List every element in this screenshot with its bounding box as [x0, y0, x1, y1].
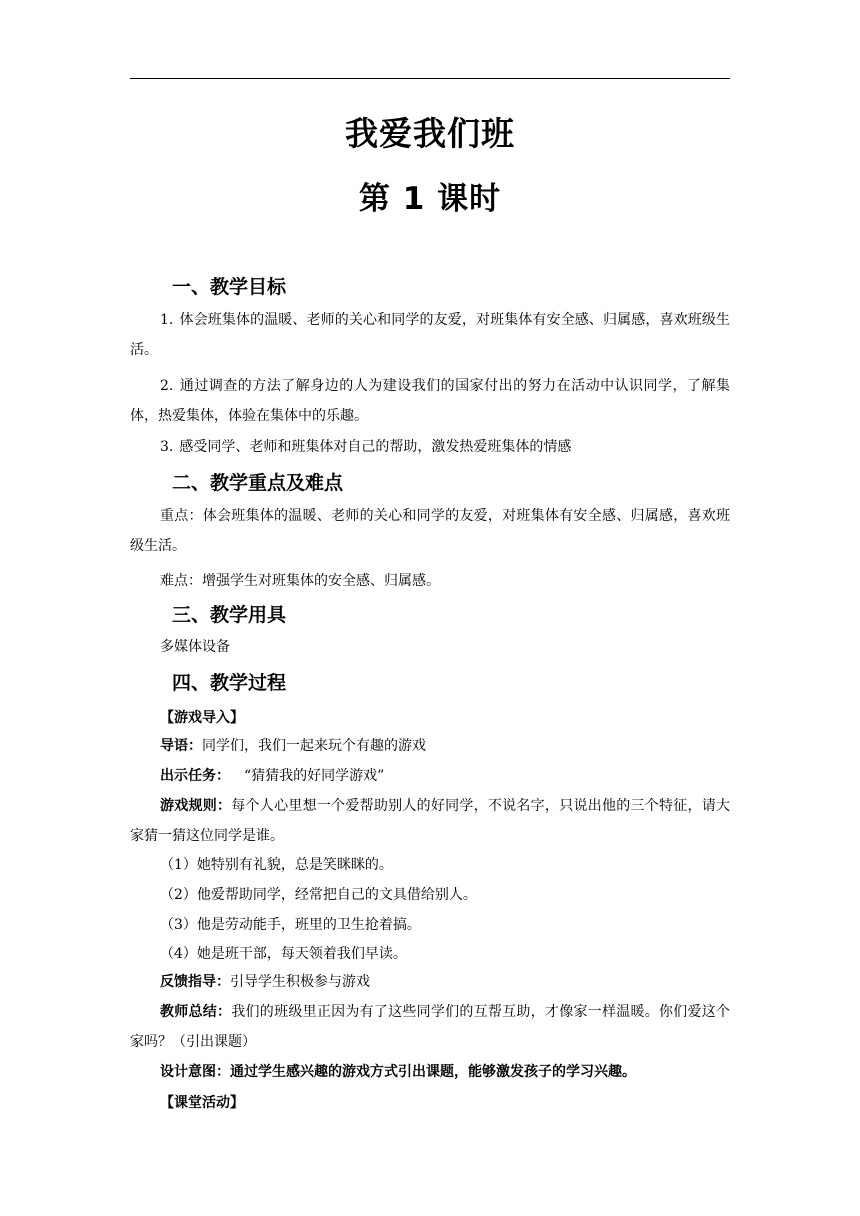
- summary-paragraph: [130, 997, 730, 1057]
- rules-paragraph: [130, 791, 730, 851]
- feedback-text: 引导学生积极参与游戏: [230, 974, 370, 990]
- guide-line: [130, 731, 730, 761]
- list-item: （4）她是班干部，每天领着我们早读。: [160, 946, 407, 962]
- objective-item: [130, 432, 730, 462]
- design-intent: 设计意图：通过学生感兴趣的游戏方式引出课题，能够激发孩子的学习兴趣。: [160, 1064, 636, 1080]
- feedback-line: [130, 967, 730, 997]
- lesson-subtitle: 第 1 课时: [358, 181, 502, 217]
- feedback-label: 反馈指导：: [160, 974, 230, 990]
- header-rule: [130, 78, 730, 79]
- game-intro-heading: 【游戏导入】: [160, 710, 244, 726]
- list-item: （1）她特别有礼貌，总是笑眯眯的。: [160, 857, 393, 873]
- task-text: “猜猜我的好同学游戏”: [244, 768, 385, 784]
- section-heading-key-points: 二、教学重点及难点: [172, 472, 344, 494]
- task-label: 出示任务：: [160, 768, 230, 784]
- summary-label: 教师总结：: [160, 1004, 232, 1020]
- list-item: （3）他是劳动能手，班里的卫生抢着搞。: [160, 917, 421, 933]
- list-item: （2）他爱帮助同学，经常把自己的文具借给别人。: [160, 887, 477, 903]
- key-points-paragraph: 重点：体会班集体的温暖、老师的关心和同学的友爱，对班集体有安全感、归属感，喜欢班级生活。: [130, 508, 730, 554]
- section-heading-objectives: 一、教学目标: [172, 276, 287, 298]
- guide-text: 同学们，我们一起来玩个有趣的游戏: [202, 738, 426, 754]
- task-line: [130, 761, 730, 791]
- objective-number: 2.: [160, 378, 174, 394]
- page-title: 我爱我们班: [345, 114, 515, 153]
- objective-item: [130, 371, 730, 431]
- rules-label: 游戏规则：: [160, 798, 232, 814]
- difficulty-paragraph: 难点：增强学生对班集体的安全感、归属感。: [160, 573, 440, 589]
- objective-text: 体会班集体的温暖、老师的关心和同学的友爱，对班集体有安全感、归属感，喜欢班级生活。: [130, 312, 730, 358]
- summary-text: 我们的班级里正因为有了这些同学们的互帮互助，才像家一样温暖。你们爱这个家吗？（引出课题）: [130, 1004, 731, 1050]
- objective-number: 1.: [160, 312, 174, 328]
- section-heading-tools: 三、教学用具: [172, 604, 287, 626]
- objective-number: 3.: [160, 439, 174, 455]
- guide-label: 导语：: [160, 738, 202, 754]
- class-activity-heading: 【课堂活动】: [160, 1095, 244, 1111]
- objective-item: [130, 305, 730, 365]
- section-heading-process: 四、教学过程: [172, 672, 287, 694]
- tools-paragraph: 多媒体设备: [160, 639, 230, 655]
- objective-text: 感受同学、老师和班集体对自己的帮助，激发热爱班集体的情感: [179, 439, 572, 455]
- rules-text: 每个人心里想一个爱帮助别人的好同学，不说名字，只说出他的三个特征，请大家猜一猜这位同学是谁。: [130, 798, 731, 844]
- objective-text: 通过调查的方法了解身边的人为建设我们的国家付出的努力在活动中认识同学，了解集体，热爱集体，体验在集体中的乐趣。: [130, 378, 730, 424]
